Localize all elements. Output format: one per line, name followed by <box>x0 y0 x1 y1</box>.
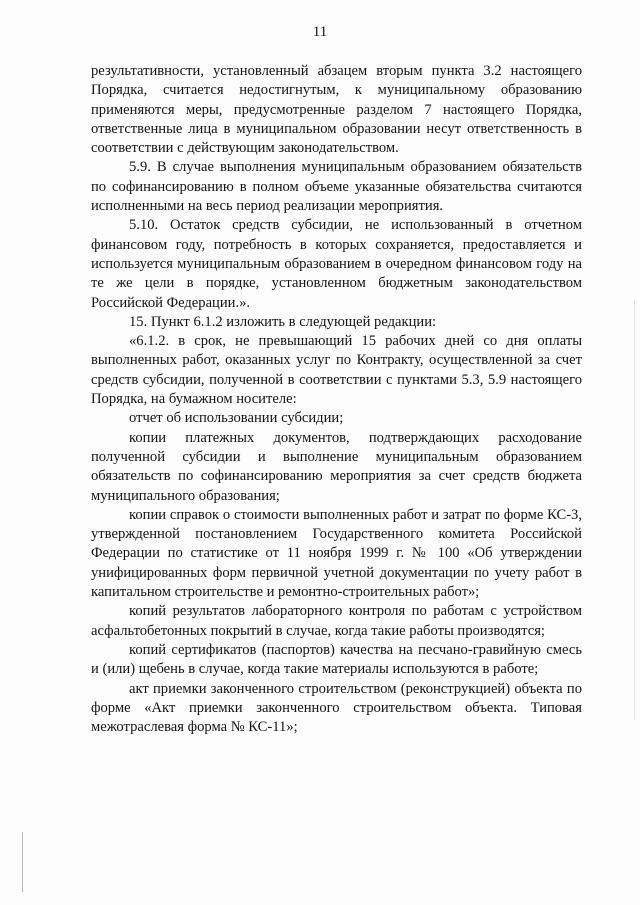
scan-edge-mark <box>22 832 23 892</box>
list-item-ks3-certificates: копии справок о стоимости выполненных работ и затрат по форме КС-3, утвержденной постановлением Государственного комитета Российской Федерации по статистике от 11 ноября 1999 г. № 100 «Об утверждении унифицированных форм первичной учетной документации по учету работ в капитальном строительстве и ремонтно-строительных работ»; <box>91 506 582 601</box>
paragraph-5-10: 5.10. Остаток средств субсидии, не использованный в отчетном финансовом году, потребность в которых сохраняется, предоставляется и используется муниципальным образованием в очередном финансовом году на те же цели в порядке, установленном бюджетным законодательством Российской Федерации.». <box>91 217 582 311</box>
paragraph-continuation: результативности, установленный абзацем вторым пункта 3.2 настоящего Порядка, считается недостигнутым, к муниципальному образованию применяются меры, предусмотренные разделом 7 настоящего Порядка, ответственные лица в муниципальном образовании несут ответственность в соответствии с действующим законодательством. <box>91 63 582 157</box>
scan-edge-mark <box>634 300 635 720</box>
document-body <box>91 62 582 737</box>
list-item-report: отчет об использовании субсидии; <box>129 410 344 427</box>
paragraph-item-15: 15. Пункт 6.1.2 изложить в следующей редакции: <box>129 313 437 330</box>
paragraph-5-9: 5.9. В случае выполнения муниципальным образованием обязательств по софинансированию в полном объеме указанные обязательства считаются исполненными на весь период реализации мероприятия. <box>91 159 582 215</box>
paragraph-6-1-2: «6.1.2. в срок, не превышающий 15 рабочих дней со дня оплаты выполненных работ, оказанных услуг по Контракту, осуществленной за счет средств субсидии, полученной в соответствии с пунктами 5.3, 5.9 настоящего Порядка, на бумажном носителе: <box>91 333 582 408</box>
list-item-lab-control: копий результатов лабораторного контроля по работам с устройством асфальтобетонных покрытий в случае, когда такие работы производятся; <box>91 603 582 639</box>
list-item-payment-docs: копии платежных документов, подтверждающих расходование полученной субсидии и выполнение муниципальным образованием обязательств по софинансированию мероприятия за счет средств бюджета муниципального образования; <box>91 429 582 504</box>
list-item-ks11-act: акт приемки законченного строительством (реконструкцией) объекта по форме «Акт приемки законченного строительством объекта. Типовая межотраслевая форма № КС-11»; <box>91 680 582 736</box>
list-item-quality-certificates: копий сертификатов (паспортов) качества на песчано-гравийную смесь и (или) щебень в случае, когда такие материалы используются в работе; <box>91 641 582 678</box>
page-number: 11 <box>312 24 328 40</box>
